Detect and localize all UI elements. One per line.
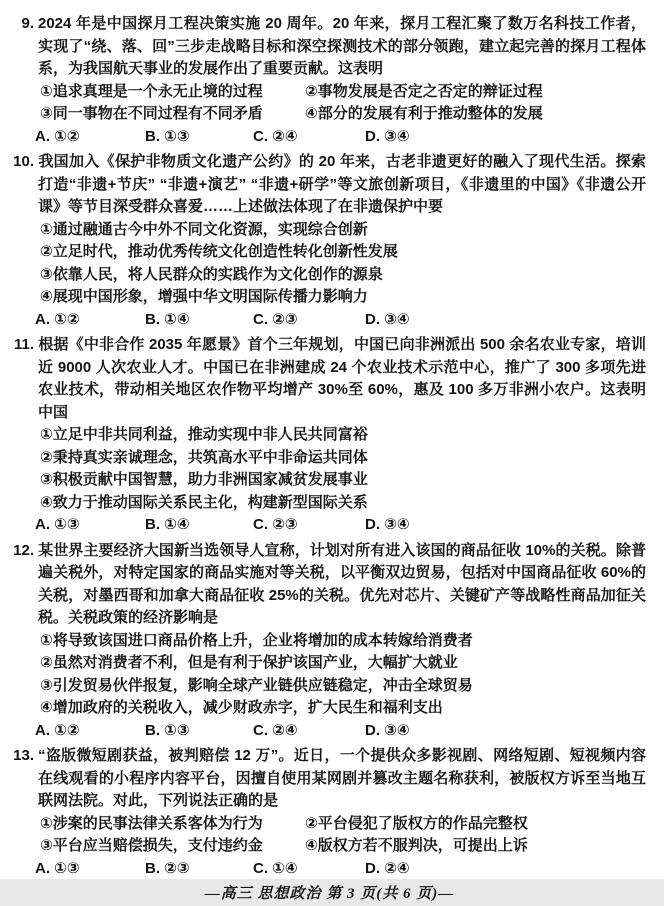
- question-11-stem: [13, 334, 646, 424]
- question-11-choice-c: C. ②③: [253, 516, 298, 533]
- question-12-option-3: ③引发贸易伙伴报复，影响全球产业链供应链稳定，冲击全球贸易: [40, 676, 473, 694]
- question-13-option-4: ④版权方若不服判决，可提出上诉: [305, 837, 528, 854]
- question-10-choice-d: D. ③④: [365, 310, 410, 328]
- question-13: [13, 745, 646, 880]
- question-13-option-3: ③平台应当赔偿损失，支付违约金: [40, 837, 263, 854]
- question-9-choice-a: A. ①②: [35, 127, 80, 145]
- question-9-choice-d: D. ③④: [365, 127, 410, 145]
- question-9-stem-text: 2024 年是中国探月工程决策实施 20 周年。20 年来，探月工程汇聚了数万名科技工作者，实现了“绕、落、回”三步走战略目标和深空探测技术的部分领跑，建立起完善的探月工程体系，为我国航天事业的发展作出了重要贡献。这表明: [38, 15, 646, 77]
- question-13-choices: [13, 858, 646, 881]
- question-13-number: 13.: [13, 747, 34, 764]
- question-12-choice-c: C. ②④: [253, 721, 298, 739]
- question-11-option-3: ③积极贡献中国智慧，助力非洲国家减贫发展事业: [40, 471, 368, 488]
- question-12-stem-text: 某世界主要经济大国新当选领导人宣称，计划对所有进入该国的商品征收 10%的关税。除普遍关税外，对特定国家的商品实施对等关税，以平衡双边贸易，包括对中国商品征收 60%的关税，对墨西哥和加拿大商品征收 25%的关税。优先对芯片、关键矿产等战略性商品加征关税。关税政策的经济影响是: [38, 541, 646, 626]
- question-10-number: 10.: [13, 153, 34, 170]
- question-11-number: 11.: [13, 336, 34, 353]
- page-footer: —高三 思想政治 第 3 页(共 6 页)—: [204, 886, 455, 902]
- question-11-choice-b: B. ①④: [145, 516, 190, 533]
- question-13-option-2: ②平台侵犯了版权方的作品完整权: [305, 814, 528, 832]
- question-11-option-1: ①立足中非共同利益，推动实现中非人民共同富裕: [40, 426, 368, 443]
- question-10-option-1: ①通过融通古今中外不同文化资源，实现综合创新: [40, 220, 368, 238]
- question-13-options: [13, 813, 646, 858]
- question-13-stem: [13, 745, 646, 813]
- question-10-choice-b: B. ①④: [145, 310, 190, 328]
- question-13-choice-c: C. ①④: [253, 859, 298, 877]
- question-10-choice-a: A. ①②: [35, 310, 80, 328]
- question-9-choices: [13, 126, 646, 149]
- question-9: [13, 13, 646, 148]
- question-13-stem-text: “盗版微短剧获益，被判赔偿 12 万”。近日，一个提供众多影视剧、网络短剧、短视频内容在线观看的小程序内容平台，因擅自使用某网剧并篡改主题名称获利，被版权方诉至当地互联网法院。对此，下列说法正确的是: [38, 747, 646, 809]
- question-12-choice-d: D. ③④: [365, 721, 410, 739]
- question-12-option-1: ①将导致该国进口商品价格上升，企业将增加的成本转嫁给消费者: [40, 631, 473, 649]
- question-13-option-1: ①涉案的民事法律关系客体为行为: [40, 814, 263, 832]
- question-10-choices: [13, 309, 646, 332]
- question-9-options: [13, 81, 646, 126]
- question-10-stem-text: 我国加入《保护非物质文化遗产公约》的 20 年来，古老非遗更好的融入了现代生活。探索打造“非遗+节庆” “非遗+演艺” “非遗+研学”等文旅创新项目，《非遗里的中国》《非遗公开课》等节目深受群众喜爱……上述做法体现了在非遗保护中要: [38, 153, 646, 215]
- question-13-choice-d: D. ②④: [365, 859, 410, 877]
- question-9-option-2: ②事物发展是否定之否定的辩证过程: [305, 82, 543, 100]
- question-12-options: [13, 630, 646, 720]
- question-9-choice-c: C. ②④: [253, 127, 298, 145]
- question-11-stem-text: 根据《中非合作 2035 年愿景》首个三年规划，中国已向非洲派出 500 余名农业专家，培训近 9000 人次农业人才。中国已在非洲建成 24 个农业技术示范中心，推广了 300 多项先进农业技术，带动相关地区农作物平均增产 30%至 60%，惠及 100 多万非洲小农户。这表明中国: [38, 336, 646, 421]
- question-10-stem: [13, 151, 646, 219]
- question-13-choice-a: A. ①③: [35, 859, 80, 877]
- question-11-option-4: ④致力于推动国际关系民主化，构建新型国际关系: [40, 493, 368, 511]
- question-10-choice-c: C. ②③: [253, 310, 298, 328]
- question-11: [13, 334, 646, 537]
- question-10-options: [13, 219, 646, 309]
- question-11-choice-d: D. ③④: [365, 516, 410, 533]
- question-11-options: [13, 424, 646, 514]
- question-12-number: 12.: [13, 541, 34, 559]
- question-10-option-4: ④展现中国形象，增强中华文明国际传播力影响力: [40, 288, 368, 305]
- question-9-option-3: ③同一事物在不同过程有不同矛盾: [40, 105, 263, 122]
- question-12-choice-b: B. ①③: [145, 721, 190, 739]
- question-12-option-4: ④增加政府的关税收入，减少财政赤字，扩大民生和福利支出: [40, 699, 443, 716]
- question-12-option-2: ②虽然对消费者不利，但是有利于保护该国产业，大幅扩大就业: [40, 654, 458, 671]
- question-12-stem: [13, 540, 646, 630]
- question-9-stem: [13, 13, 646, 81]
- question-12-choice-a: A. ①②: [35, 721, 80, 739]
- question-10-option-2: ②立足时代，推动优秀传统文化创造性转化创新性发展: [40, 243, 398, 260]
- question-11-choice-a: A. ①③: [35, 516, 80, 533]
- question-10-option-3: ③依靠人民，将人民群众的实践作为文化创作的源泉: [40, 265, 383, 283]
- question-11-option-2: ②秉持真实亲诚理念，共筑高水平中非命运共同体: [40, 448, 368, 466]
- question-12: [13, 540, 646, 743]
- question-9-option-4: ④部分的发展有利于推动整体的发展: [305, 105, 543, 122]
- question-10: [13, 151, 646, 331]
- question-9-option-1: ①追求真理是一个永无止境的过程: [40, 82, 263, 100]
- question-9-number: 9.: [21, 15, 34, 32]
- question-11-choices: [13, 514, 646, 537]
- question-9-choice-b: B. ①③: [145, 127, 190, 145]
- question-13-choice-b: B. ②③: [145, 859, 190, 877]
- question-12-choices: [13, 720, 646, 743]
